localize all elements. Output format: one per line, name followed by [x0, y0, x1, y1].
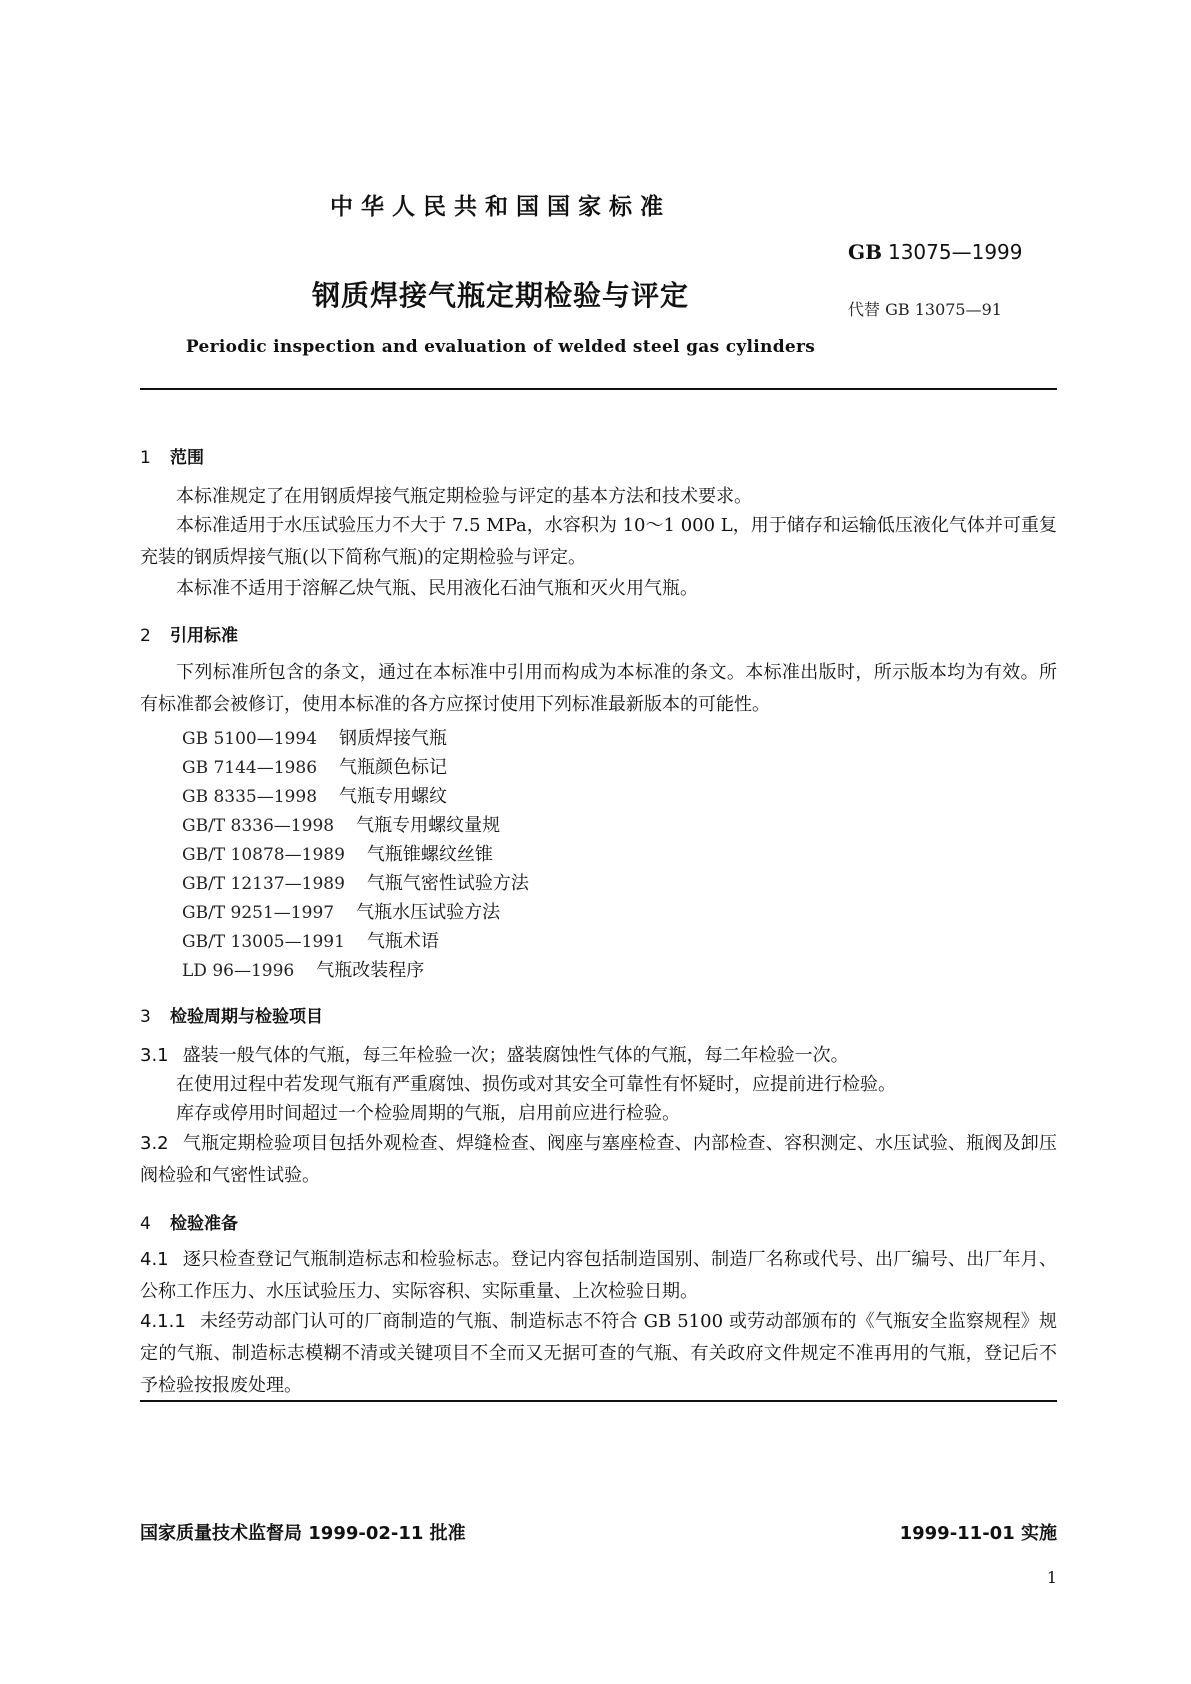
- reference-item: GB 5100—1994 钢质焊接气瓶: [182, 728, 448, 749]
- replaces-standard: 代替 GB 13075—91: [848, 300, 1002, 319]
- clause-3-2: 3.2 气瓶定期检验项目包括外观检查、焊缝检查、阀座与塞座检查、内部检查、容积测定、水压试验、瓶阀及卸压阀检验和气密性试验。: [140, 1133, 1057, 1186]
- document-title: 钢质焊接气瓶定期检验与评定: [311, 279, 689, 312]
- section-2-heading: 2 引用标准: [140, 626, 238, 646]
- section-1-paragraph-2: 本标准适用于水压试验压力不大于 7.5 MPa，水容积为 10～1 000 L，用于储存和运输低压液化气体并可重复充装的钢质焊接气瓶(以下简称气瓶)的定期检验与评定。: [140, 515, 1057, 568]
- section-1-paragraph-3: 本标准不适用于溶解乙炔气瓶、民用液化石油气瓶和灭火用气瓶。: [176, 578, 698, 599]
- reference-item: GB/T 12137—1989 气瓶气密性试验方法: [182, 873, 529, 894]
- section-1-paragraph-1: 本标准规定了在用钢质焊接气瓶定期检验与评定的基本方法和技术要求。: [176, 486, 752, 507]
- footer-divider: [140, 1400, 1057, 1402]
- section-3-heading: 3 检验周期与检验项目: [140, 1007, 323, 1027]
- header-divider: [140, 388, 1057, 390]
- clause-3-1-paragraph-3: 库存或停用时间超过一个检验周期的气瓶，启用前应进行检验。: [176, 1103, 680, 1124]
- standard-number-value: 13075—1999: [887, 240, 1023, 264]
- section-1-heading: 1 范围: [140, 448, 204, 468]
- clause-4-1: 4.1 逐只检查登记气瓶制造标志和检验标志。登记内容包括制造国别、制造厂名称或代号、出厂编号、出厂年月、公称工作压力、水压试验压力、实际容积、实际重量、上次检验日期。: [140, 1249, 1057, 1302]
- section-2-paragraph: 下列标准所包含的条文，通过在本标准中引用而构成为本标准的条文。本标准出版时，所示版本均为有效。所有标准都会被修订，使用本标准的各方应探讨使用下列标准最新版本的可能性。: [140, 662, 1057, 715]
- reference-item: GB/T 10878—1989 气瓶锥螺纹丝锥: [182, 844, 493, 865]
- clause-3-1: 3.1 盛装一般气体的气瓶，每三年检验一次；盛装腐蚀性气体的气瓶，每二年检验一次。: [140, 1045, 849, 1066]
- reference-item: GB 8335—1998 气瓶专用螺纹: [182, 786, 448, 807]
- reference-item: GB/T 9251—1997 气瓶水压试验方法: [182, 902, 501, 923]
- reference-item: GB/T 13005—1991 气瓶术语: [182, 931, 439, 952]
- national-standard-heading: 中华人民共和国国家标准: [330, 194, 671, 220]
- clause-3-1-paragraph-2: 在使用过程中若发现气瓶有严重腐蚀、损伤或对其安全可靠性有怀疑时，应提前进行检验。: [176, 1074, 896, 1095]
- section-4-heading: 4 检验准备: [140, 1214, 238, 1234]
- standard-number: [848, 240, 1023, 264]
- reference-item: GB 7144—1986 气瓶颜色标记: [182, 757, 448, 778]
- english-title: Periodic inspection and evaluation of welded steel gas cylinders: [185, 337, 816, 357]
- clause-4-1-1: 4.1.1 未经劳动部门认可的厂商制造的气瓶、制造标志不符合 GB 5100 或劳动部颁布的《气瓶安全监察规程》规定的气瓶、制造标志模糊不清或关键项目不全而又无据可查的气瓶、有关政府文件规定不准再用的气瓶，登记后不予检验按报废处理。: [140, 1311, 1057, 1396]
- implementation-date: 1999-11-01 实施: [899, 1523, 1057, 1544]
- approval-line: 国家质量技术监督局 1999-02-11 批准: [140, 1523, 466, 1544]
- reference-item: LD 96—1996 气瓶改装程序: [182, 960, 425, 981]
- page-number: 1: [1046, 1568, 1057, 1587]
- standard-prefix: GB: [848, 240, 882, 264]
- reference-item: GB/T 8336—1998 气瓶专用螺纹量规: [182, 815, 501, 836]
